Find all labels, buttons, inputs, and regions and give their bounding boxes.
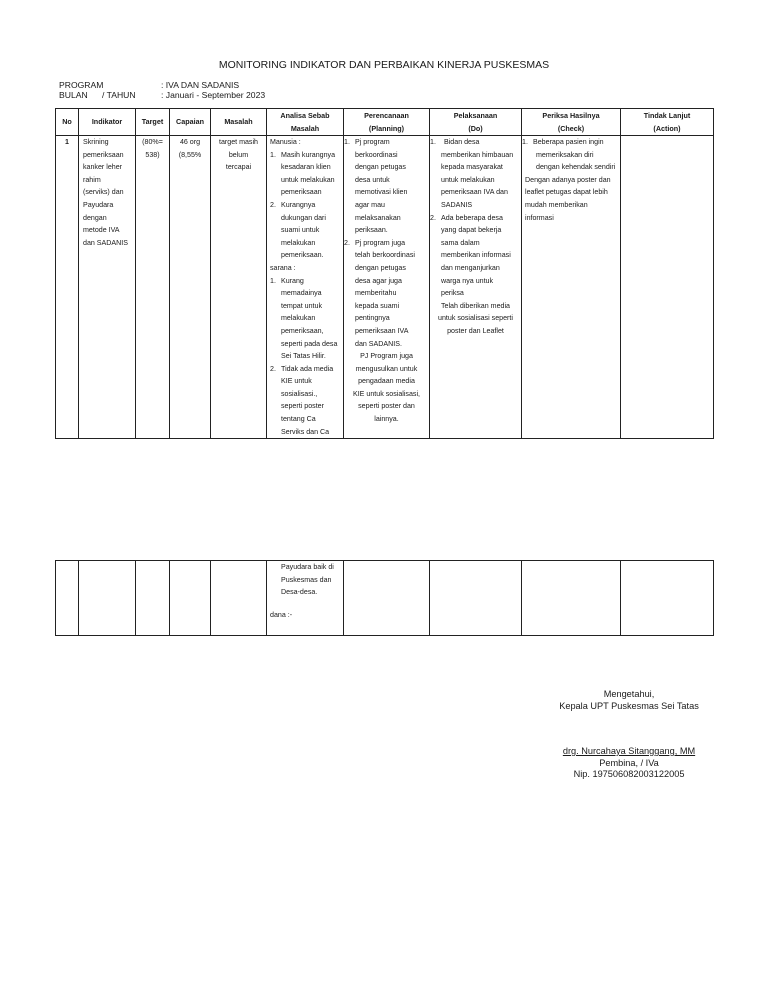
monitoring-table bbox=[55, 108, 714, 439]
signature-known: Mengetahui, bbox=[603, 689, 655, 699]
table-header-row bbox=[56, 109, 714, 136]
period-label: BULAN / TAHUN bbox=[59, 90, 136, 100]
header-check: Periksa Hasilnya (Check) bbox=[522, 109, 621, 136]
period-row bbox=[59, 90, 266, 100]
row-no: 1 bbox=[56, 136, 79, 439]
monitoring-table-continued bbox=[55, 560, 714, 636]
dana-label: dana :- bbox=[270, 610, 293, 619]
row-action bbox=[621, 136, 714, 439]
table-row bbox=[56, 561, 714, 636]
signature-nip: Nip. 197506082003122005 bbox=[573, 769, 685, 779]
signature-name: drg. Nurcahaya Sitanggang, MM bbox=[562, 746, 696, 756]
table-row bbox=[56, 136, 714, 439]
program-label: PROGRAM bbox=[59, 80, 104, 90]
row-do: 1. Bidan desa memberikan himbauan kepada masyarakat untuk melakukan pemeriksaan IVA dan SADANIS 2. Ada beberapa desa yang dapat bekerja sama dalam memberikan informasi dan menganjurkan warga nya untuk periksa Telah diberikan media untuk sosialisasi seperti poster dan Leaflet bbox=[430, 136, 522, 439]
signature-rank: Pembina, / IVa bbox=[599, 758, 659, 768]
page-title: MONITORING INDIKATOR DAN PERBAIKAN KINERJA PUSKESMAS bbox=[218, 59, 550, 71]
header-target: Target bbox=[136, 109, 170, 136]
header-action: Tindak Lanjut (Action) bbox=[621, 109, 714, 136]
header-analisa: Analisa Sebab Masalah bbox=[267, 109, 344, 136]
program-row bbox=[59, 80, 240, 90]
row-indikator: Skrining pemeriksaan kanker leher rahim (serviks) dan Payudara dengan metode IVA dan SADANIS bbox=[79, 136, 136, 439]
row-check: 1. Beberapa pasien ingin memeriksakan diri dengan kehendak sendiri Dengan adanya poster dan leaflet petugas dapat lebih mudah memberikan informasi bbox=[522, 136, 621, 439]
header-planning: Perencanaan (Planning) bbox=[344, 109, 430, 136]
program-value: : IVA DAN SADANIS bbox=[161, 80, 240, 90]
row-analisa-continued: Payudara baik di Puskesmas dan Desa-desa. dana :- bbox=[267, 561, 344, 636]
header-do: Pelaksanaan (Do) bbox=[430, 109, 522, 136]
header-masalah: Masalah bbox=[211, 109, 267, 136]
signature-position: Kepala UPT Puskesmas Sei Tatas bbox=[559, 701, 699, 711]
row-capaian: 46 org (8,55% bbox=[170, 136, 211, 439]
row-planning: 1. Pj program berkoordinasi dengan petugas desa untuk memotivasi klien agar mau melaksanakan periksaan. 2. Pj program juga telah berkoordinasi dengan petugas desa agar juga memberitahu kepada suami pentingnya pemeriksaan IVA dan SADANIS. PJ Program juga mengusulkan untuk pengadaan media KIE untuk sosialisasi, seperti poster dan lainnya. bbox=[344, 136, 430, 439]
row-analisa: Manusia : 1. Masih kurangnya kesadaran klien untuk melakukan pemeriksaan 2. Kurangnya dukungan dari suami untuk melakukan pemeriksaan. sarana : 1. Kurang memadainya tempat untuk melakukan pemeriksaan, seperti pada desa Sei Tatas Hilir. 2. Tidak ada media KIE untuk sosialisasi., seperti poster tentang Ca Serviks dan Ca bbox=[267, 136, 344, 439]
header-indikator: Indikator bbox=[79, 109, 136, 136]
row-masalah: target masih belum tercapai bbox=[211, 136, 267, 439]
header-no: No bbox=[56, 109, 79, 136]
header-capaian: Capaian bbox=[170, 109, 211, 136]
row-target: (80%= 538) bbox=[136, 136, 170, 439]
period-value: : Januari - September 2023 bbox=[161, 90, 266, 100]
